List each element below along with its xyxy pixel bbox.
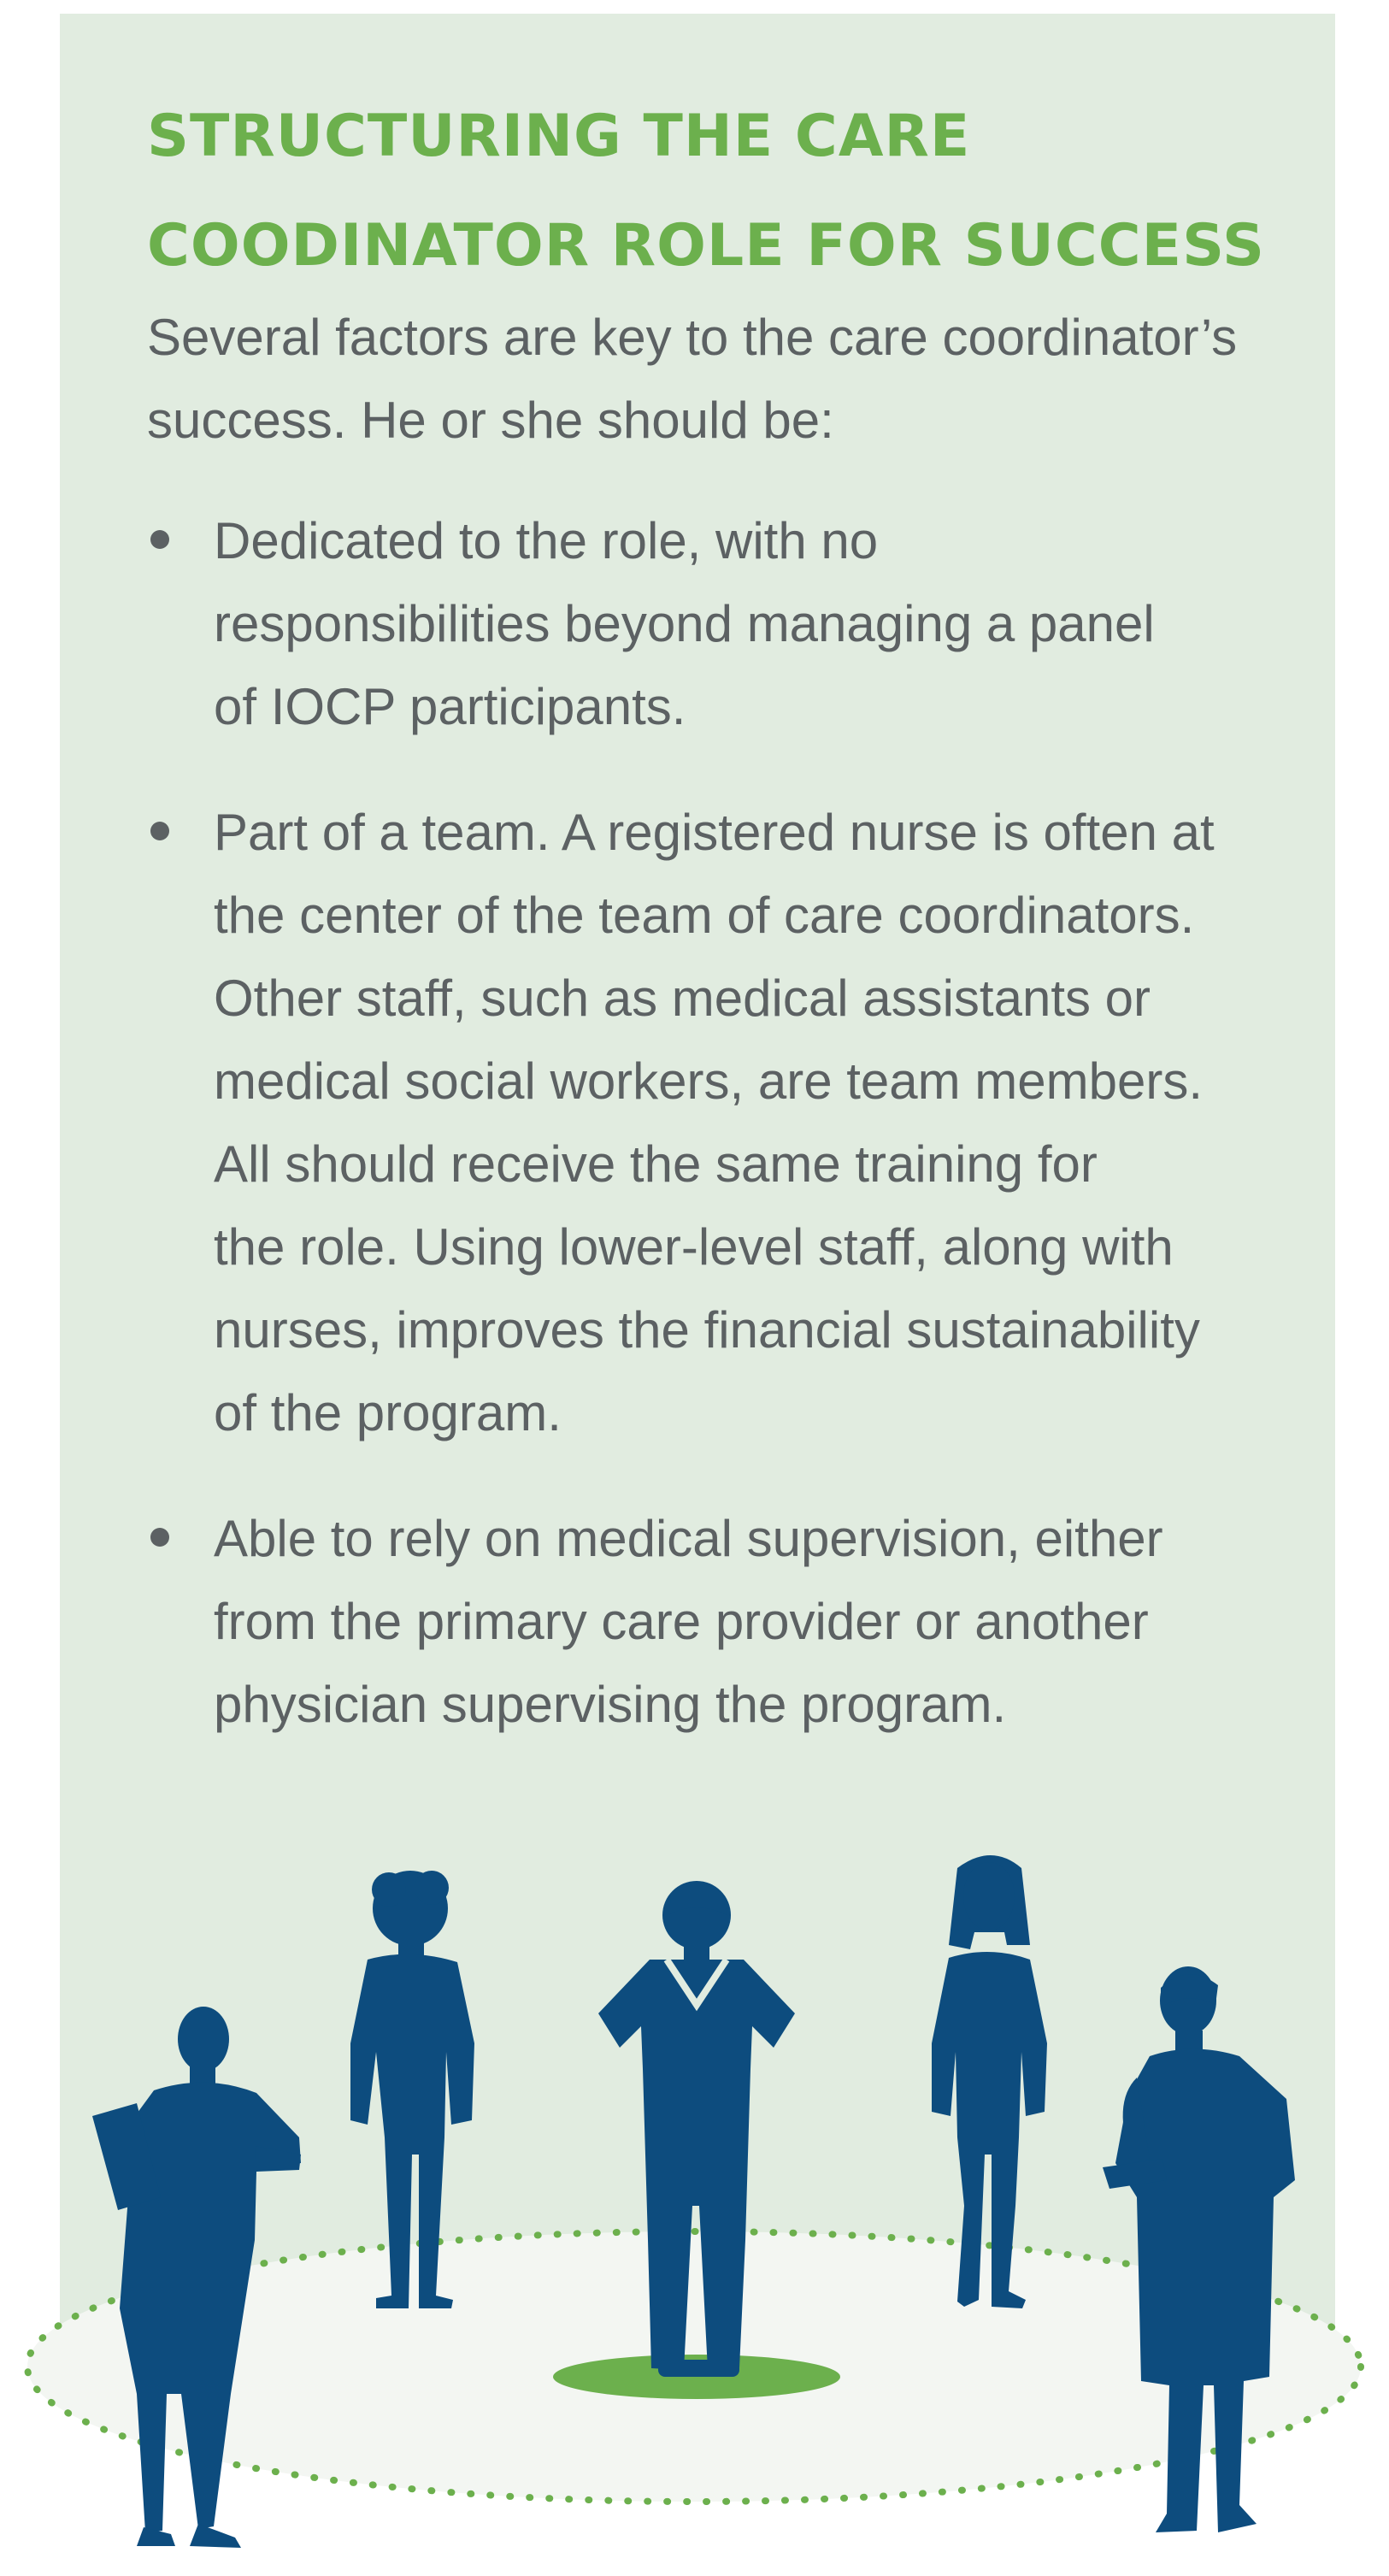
list-item — [147, 1497, 1284, 1746]
bullet-dot — [150, 530, 169, 549]
list-item-text — [214, 1497, 1284, 1746]
text-line: All should receive the same training for — [214, 1135, 1098, 1193]
bullet-dot — [150, 1528, 169, 1547]
text-line: nurses, improves the financial sustainability — [214, 1301, 1200, 1359]
care-team-illustration — [0, 1795, 1389, 2576]
text-line: the role. Using lower-level staff, along with — [214, 1218, 1174, 1276]
intro-paragraph: Several factors are key to the care coordinator’s success. He or she should be: — [147, 309, 1238, 449]
text-line: Dedicated to the role, with no — [214, 512, 879, 569]
text-line: Other staff, such as medical assistants or — [214, 970, 1151, 1027]
text-line: from the primary care provider or another — [214, 1593, 1149, 1650]
text-line: Able to rely on medical supervision, either — [214, 1510, 1163, 1567]
text-line: of IOCP participants. — [214, 678, 686, 735]
title-line-2: COODINATOR ROLE FOR SUCCESS — [147, 212, 1266, 280]
text-line: the center of the team of care coordinators. — [214, 887, 1195, 944]
list-item — [147, 791, 1284, 1454]
list-item-text — [214, 499, 1284, 748]
text-line: medical social workers, are team members. — [214, 1052, 1204, 1110]
text-line: responsibilities beyond managing a panel — [214, 595, 1155, 652]
success-factors-list — [147, 499, 1284, 1789]
text-line: physician supervising the program. — [214, 1676, 1007, 1733]
title-line-1: STRUCTURING THE CARE — [147, 103, 971, 170]
list-item-text — [214, 791, 1284, 1454]
list-item — [147, 499, 1284, 748]
page-title — [147, 82, 1292, 301]
text-line: Part of a team. A registered nurse is often at — [214, 804, 1215, 861]
bullet-dot — [150, 822, 169, 840]
text-line: of the program. — [214, 1384, 562, 1441]
